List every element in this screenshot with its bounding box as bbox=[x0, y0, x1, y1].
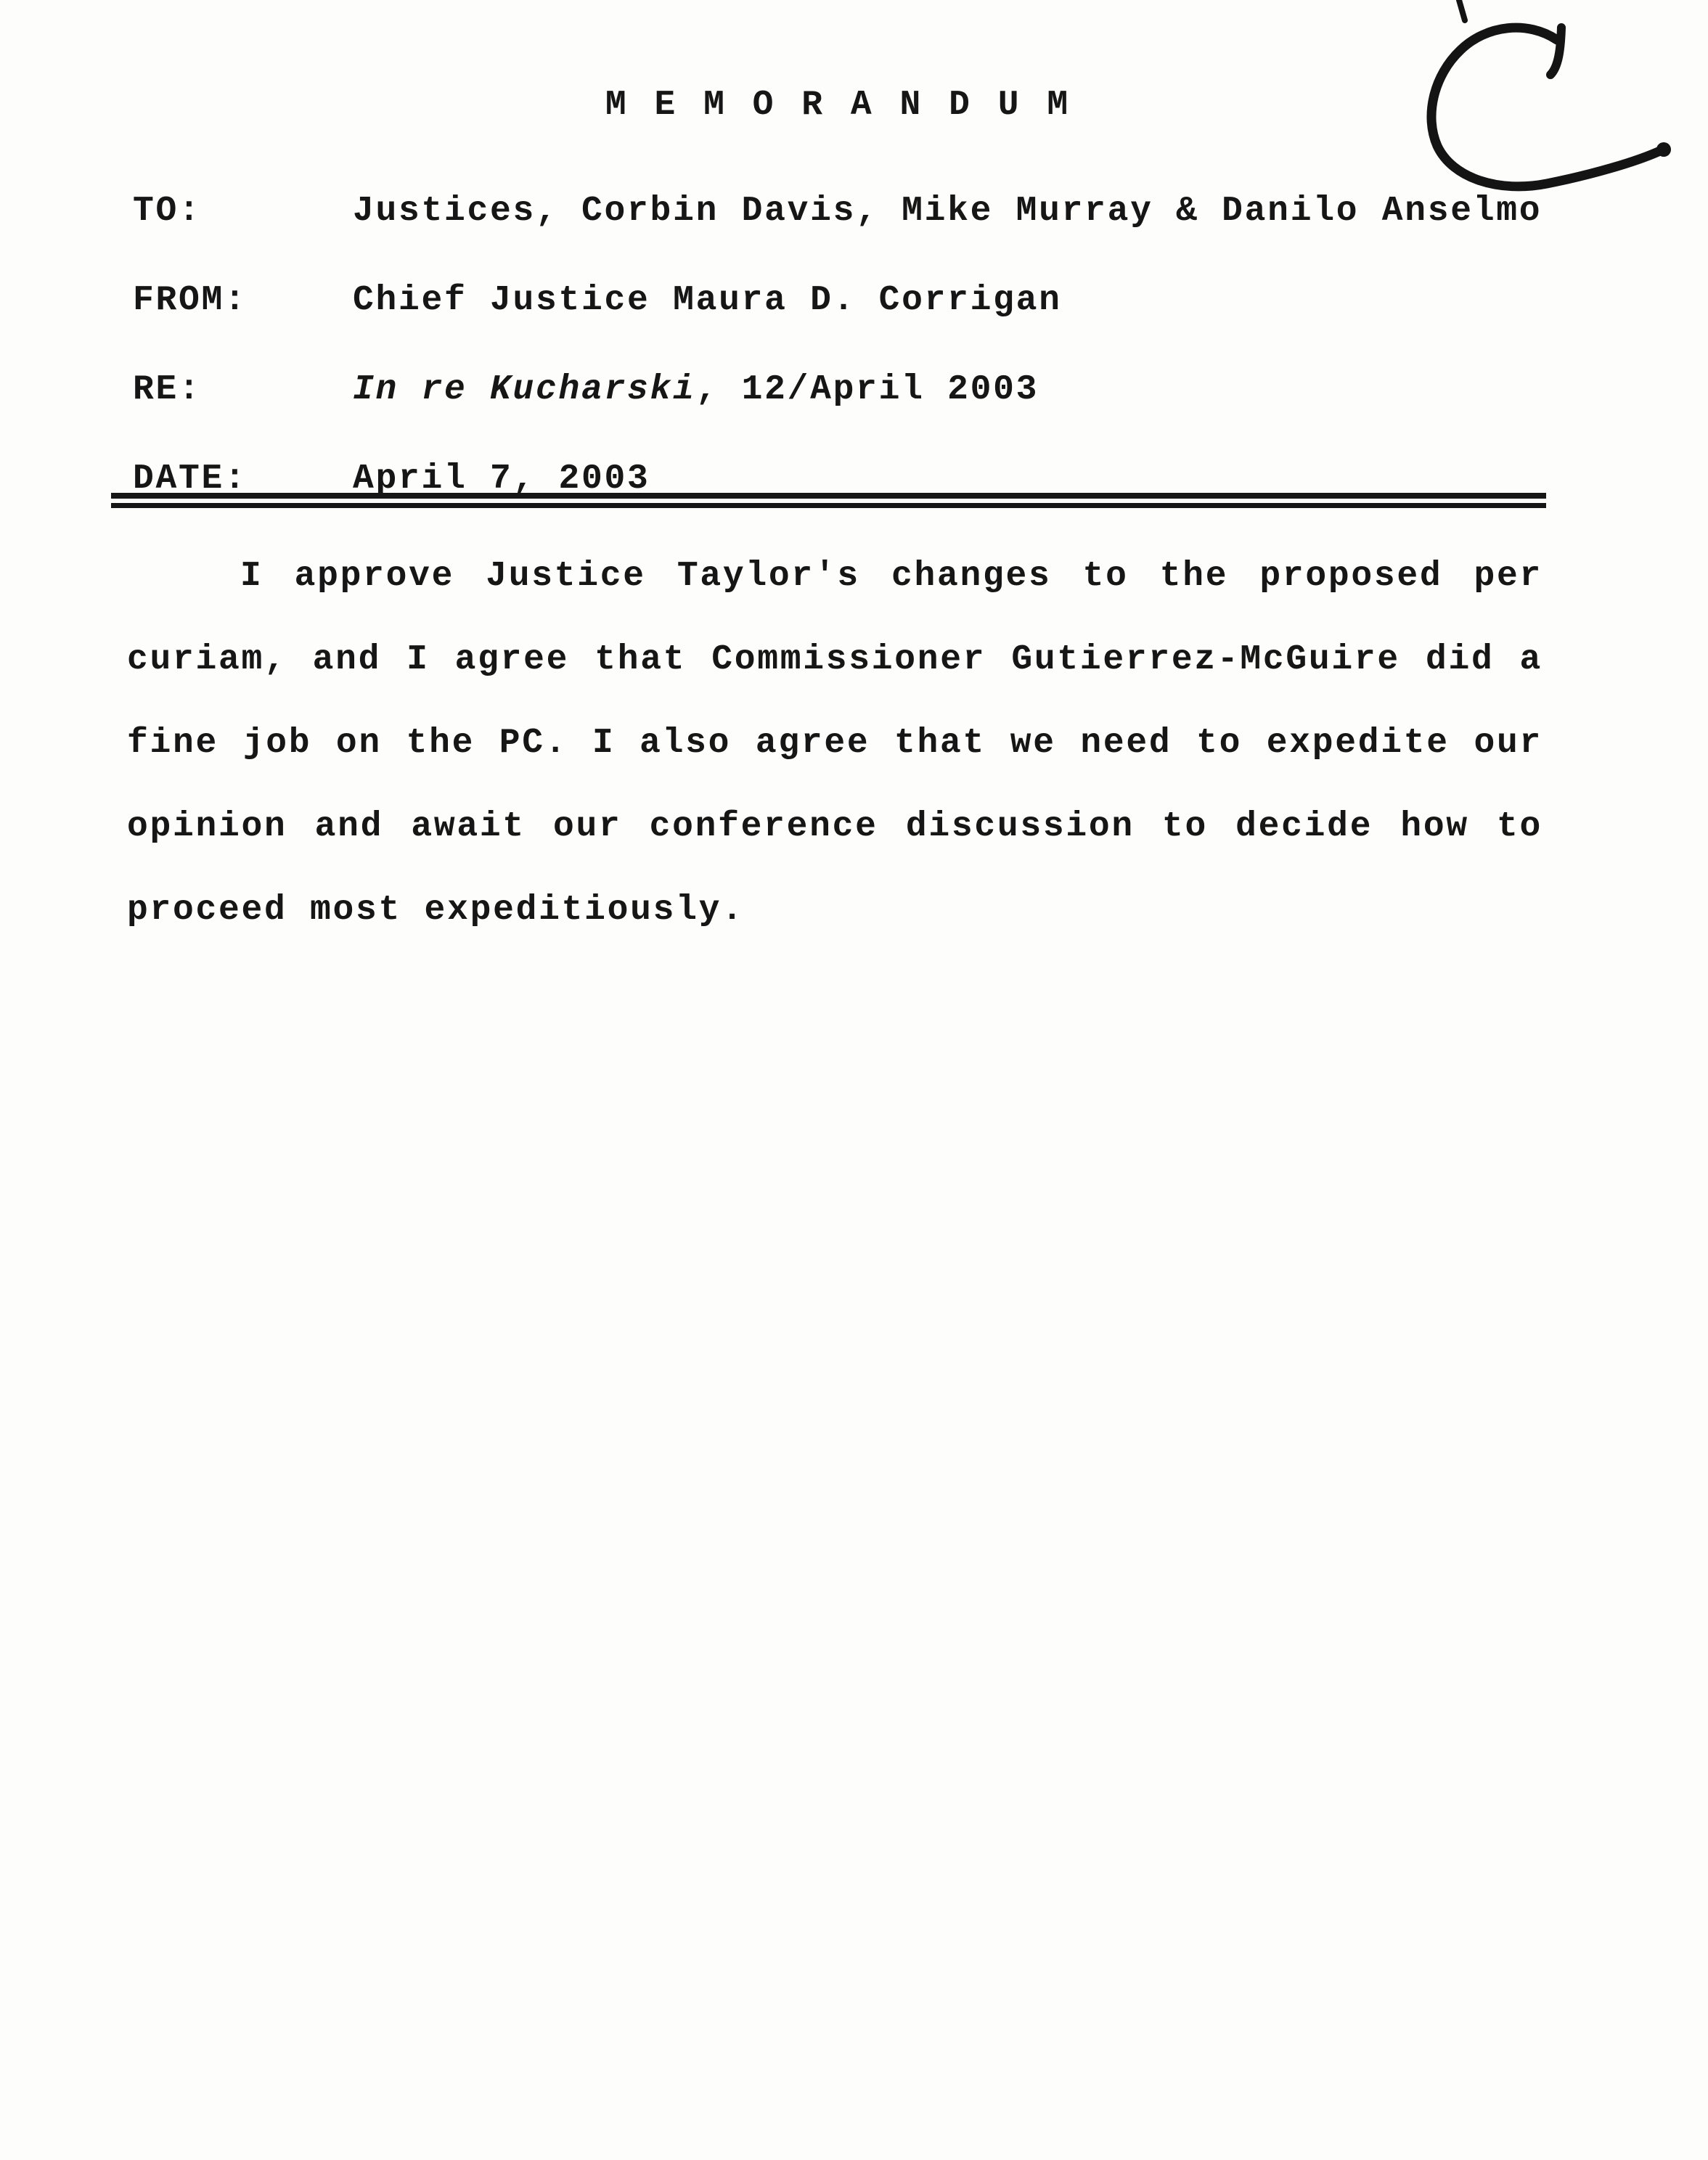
memo-title: M E M O R A N D U M bbox=[605, 86, 1072, 125]
date-label: DATE: bbox=[133, 459, 248, 499]
body-paragraph-line: opinion and await our conference discussion to decide how to bbox=[127, 807, 1542, 846]
body-paragraph-line: fine job on the PC. I also agree that we need to expedite our bbox=[127, 724, 1542, 763]
c-end-blob bbox=[1656, 142, 1671, 157]
re-value-case-name: In re Kucharski bbox=[353, 370, 696, 409]
body-paragraph-line: curiam, and I agree that Commissioner Gutierrez-McGuire did a bbox=[127, 640, 1542, 679]
pen-tick bbox=[1459, 0, 1465, 20]
to-label: TO: bbox=[133, 192, 202, 231]
from-value: Chief Justice Maura D. Corrigan bbox=[353, 281, 1062, 320]
body-paragraph-line: I approve Justice Taylor's changes to the proposed per bbox=[240, 557, 1542, 596]
to-value: Justices, Corbin Davis, Mike Murray & Danilo Anselmo bbox=[353, 192, 1542, 231]
field-row-re bbox=[133, 369, 1664, 411]
header-divider-rule bbox=[111, 493, 1546, 508]
from-label: FROM: bbox=[133, 281, 248, 320]
re-value-date: , 12/April 2003 bbox=[695, 370, 1039, 409]
c-loop-stroke bbox=[1431, 28, 1663, 187]
body-paragraph-line: proceed most expeditiously. bbox=[127, 891, 745, 930]
date-value: April 7, 2003 bbox=[353, 459, 650, 499]
re-label: RE: bbox=[133, 370, 202, 409]
field-row-from bbox=[133, 279, 1664, 322]
handwritten-c-mark bbox=[1405, 0, 1695, 210]
